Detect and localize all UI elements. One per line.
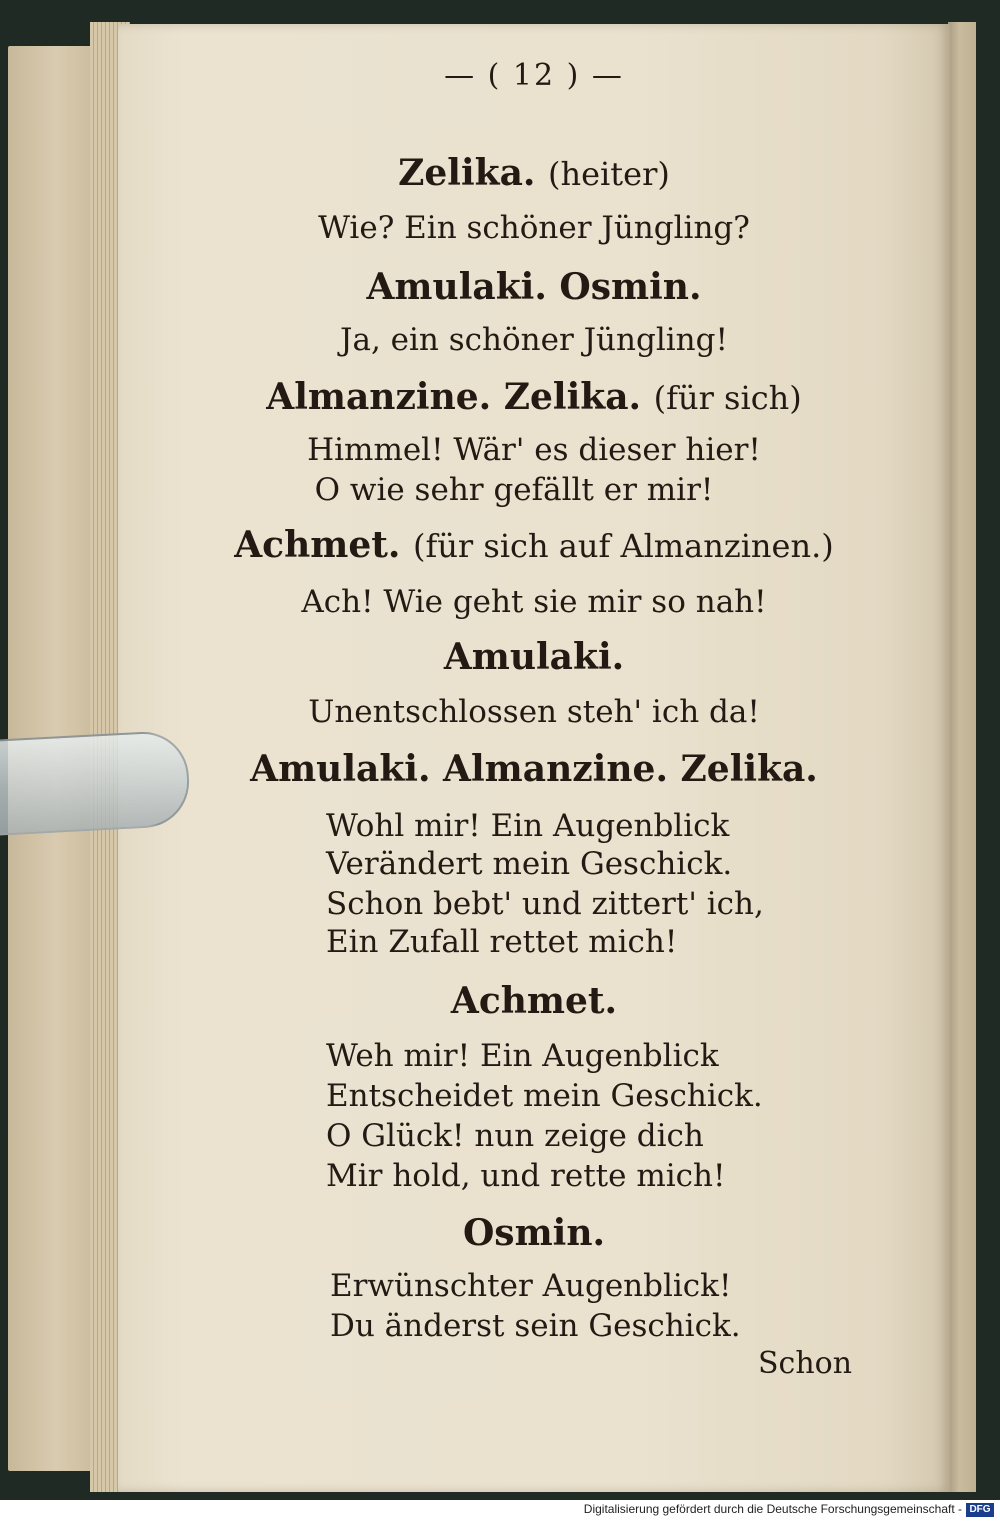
speaker-line	[118, 980, 950, 1022]
page-edge-right	[948, 22, 976, 1492]
verse-line: Entscheidet mein Geschick.	[326, 1078, 763, 1114]
speaker-line	[118, 748, 950, 790]
verse-line: Wie? Ein schöner Jüngling?	[318, 210, 750, 246]
speaker-line	[118, 636, 950, 678]
verse-line: Du änderst sein Geschick.	[330, 1308, 741, 1344]
speaker-name: Achmet.	[234, 524, 401, 566]
speaker-name: Almanzine. Zelika.	[266, 376, 642, 418]
verse-line: Ja, ein schöner Jüngling!	[340, 322, 728, 358]
verse-line: Erwünschter Augenblick!	[330, 1268, 732, 1304]
verse-line: Himmel! Wär' es dieser hier!	[307, 432, 761, 468]
verse-line: Mir hold, und rette mich!	[326, 1158, 726, 1194]
page-clip	[0, 730, 191, 837]
speaker-name: Achmet.	[450, 980, 618, 1022]
page-number: — ( 12 ) —	[444, 58, 624, 93]
speaker-name: Osmin.	[462, 1212, 606, 1254]
catchword: Schon	[758, 1346, 853, 1381]
speaker-line	[118, 266, 950, 308]
speaker-line	[118, 1212, 950, 1254]
stage-direction: (für sich auf Almanzinen.)	[412, 527, 834, 565]
speaker-name: Amulaki. Almanzine. Zelika.	[250, 748, 818, 790]
verse-line: O Glück! nun zeige dich	[326, 1118, 704, 1154]
verse-line: Weh mir! Ein Augenblick	[326, 1038, 719, 1074]
stage-direction: (heiter)	[548, 155, 670, 193]
verse-line: Verändert mein Geschick.	[326, 846, 733, 882]
speaker-name: Amulaki.	[443, 636, 625, 678]
speaker-name: Amulaki. Osmin.	[366, 266, 702, 308]
speaker-line	[118, 376, 950, 418]
verse-line: Ach! Wie geht sie mir so nah!	[301, 584, 767, 620]
funding-credit: Digitalisierung gefördert durch die Deutsche Forschungsgemeinschaft -	[583, 1502, 962, 1516]
speaker-line	[118, 152, 950, 194]
verse-line: O wie sehr gefällt er mir!	[314, 472, 714, 508]
dfg-logo: DFG	[966, 1503, 994, 1517]
speaker-line	[118, 524, 950, 566]
verse-line: Schon bebt' und zittert' ich,	[326, 886, 764, 922]
stage-direction: (für sich)	[653, 379, 802, 417]
verse-line: Wohl mir! Ein Augenblick	[326, 808, 730, 844]
speaker-name: Zelika.	[398, 152, 536, 194]
footer-bar	[0, 1500, 1000, 1521]
verse-line: Ein Zufall rettet mich!	[326, 924, 678, 960]
verse-line: Unentschlossen steh' ich da!	[308, 694, 760, 730]
